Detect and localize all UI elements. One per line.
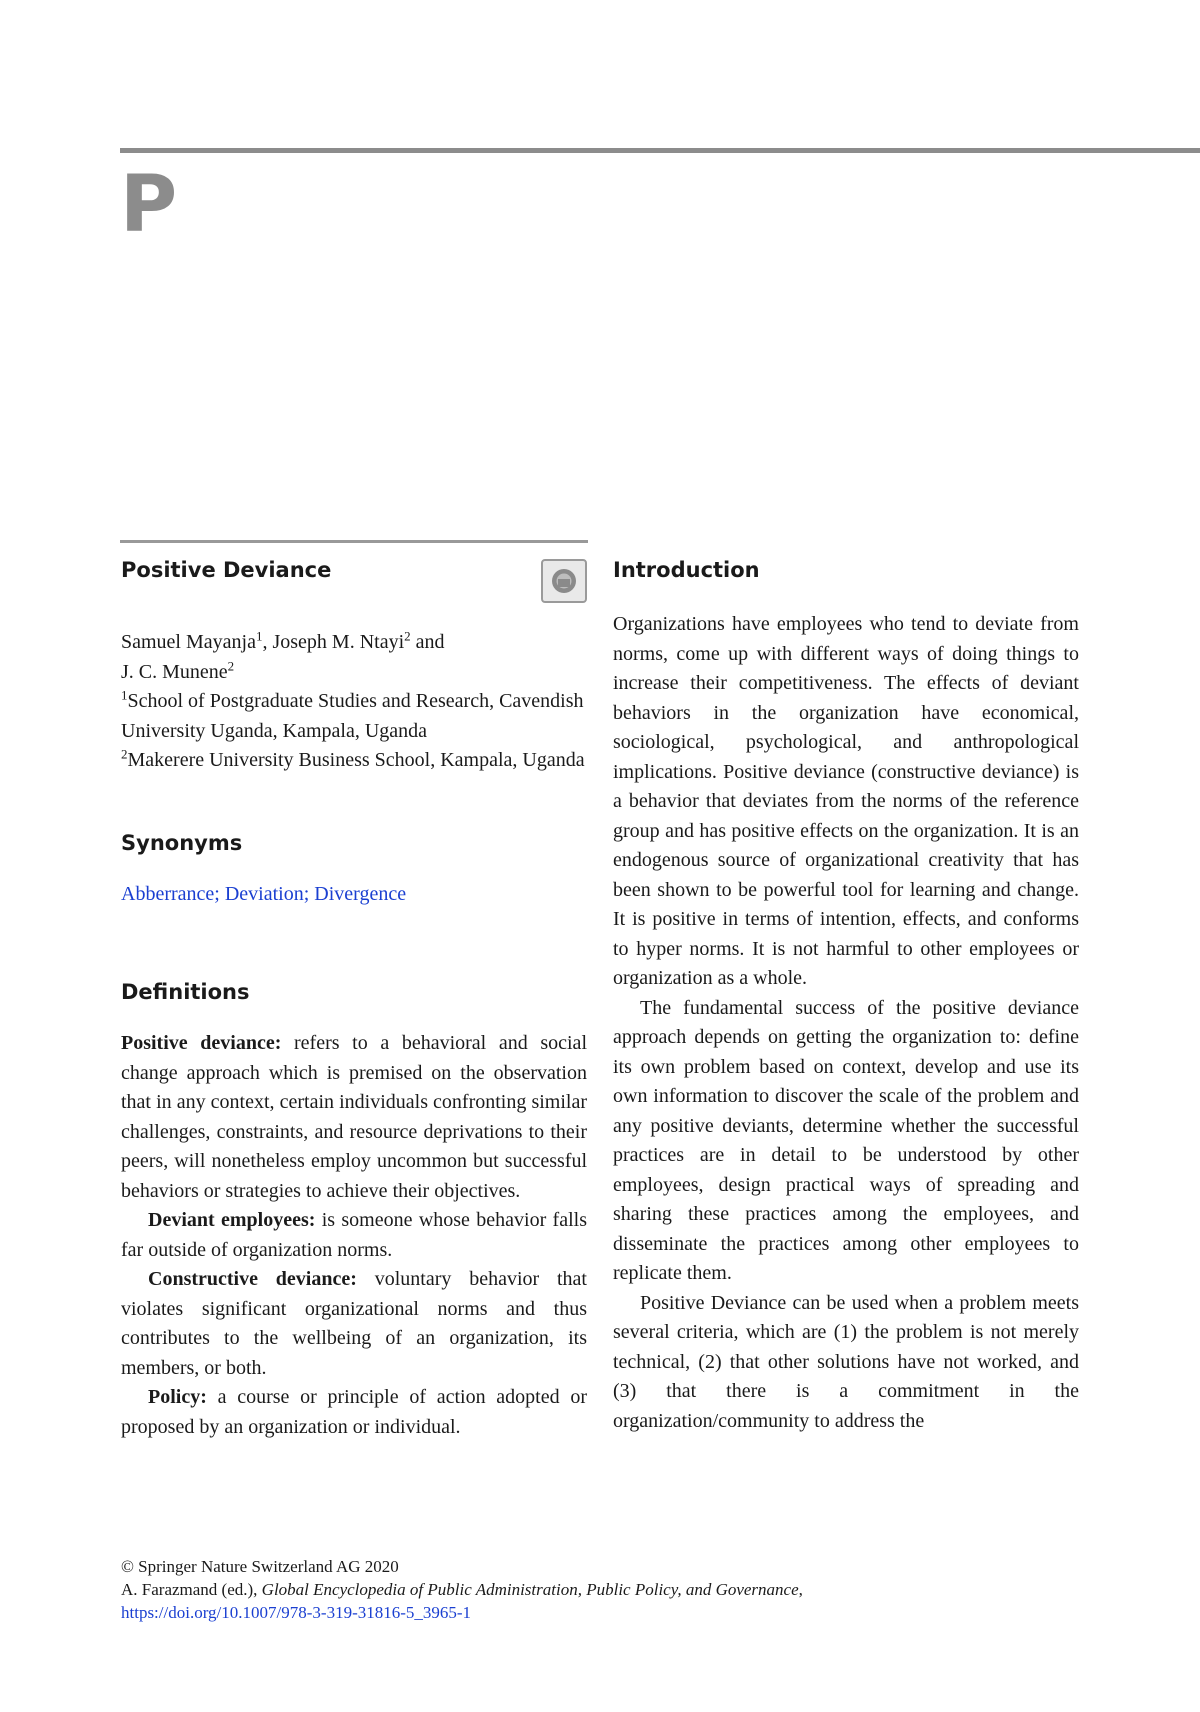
definition-term: Constructive deviance:: [148, 1268, 357, 1290]
synonym-link[interactable]: Abberrance: [121, 882, 215, 905]
author-name: J. C. Munene: [121, 660, 228, 683]
author-sup: 2: [404, 628, 411, 644]
authors-block: [121, 628, 587, 776]
title-row: [121, 553, 587, 603]
right-column: [613, 553, 1079, 1436]
definitions-heading: Definitions: [121, 980, 250, 1004]
author-line: Samuel Mayanja$^1$, Joseph M. Ntayi$^2$ and J. C. Munene$^2$: [121, 628, 445, 683]
synonym-link[interactable]: Divergence: [314, 882, 407, 905]
book-title: Global Encyclopedia of Public Administration, Public Policy, and Governance: [261, 1580, 799, 1599]
article-title-rule: [120, 540, 588, 543]
paragraph: The fundamental success of the positive deviance approach depends on getting the organization to: define its own problem based on context, develop and use its own information to discover the scale of the problem and any positive deviants, determine whether the successful practices are in detail to be understood by other employees, design practical ways of spreading and sharing these practices among the employees, and disseminate the practices among other employees to replicate them.: [613, 996, 1079, 1284]
page-footer: [121, 1555, 803, 1624]
affiliation: $^1$School of Postgraduate Studies and Research, Cavendish University Uganda, Kampala, Uganda: [121, 687, 584, 742]
synonym-link[interactable]: Deviation: [224, 882, 304, 905]
paragraph: Positive Deviance can be used when a problem meets several criteria, which are (1) the problem is not merely technical, (2) that other solutions have not worked, and (3) that there is a commitment in the organization/community to address the: [613, 1291, 1079, 1432]
crossmark-glyph-icon: [549, 566, 579, 596]
definition-term: Deviant employees:: [148, 1209, 316, 1231]
definition-item: Deviant employees: is someone whose behavior falls far outside of organization norms.: [121, 1209, 587, 1261]
left-column: [121, 553, 587, 1442]
section-letter: P: [120, 160, 178, 250]
paragraph: Organizations have employees who tend to deviate from norms, come up with different ways of doing things to increase their competitiveness. The effects of deviant behaviors in the organization have economical, sociological, psychological, and anthropological implications. Positive deviance (constructive deviance) is a behavior that deviates from the norms of the reference group and has positive effects on the organization. It is an endogenous source of organizational creativity that has been shown to be powerful tool for learning and change. It is positive in terms of intention, effects, and conforms to hyper norms. It is not harmful to other employees or organization as a whole.: [613, 613, 1079, 989]
definition-item: Positive deviance: refers to a behavioral and social change approach which is premised on the observation that in any context, certain individuals confronting similar challenges, constraints, and resource deprivations to their peers, will nonetheless employ uncommon but successful behaviors or strategies to achieve their objectives.: [121, 1032, 587, 1202]
introduction-heading: Introduction: [613, 558, 760, 582]
definition-item: Constructive deviance: voluntary behavior that violates significant organizational norms and thus contributes to the wellbeing of an organization, its members, or both.: [121, 1268, 587, 1379]
crossmark-icon[interactable]: [541, 559, 587, 603]
synonyms-list: Abberrance; Deviation; Divergence: [121, 882, 407, 905]
author-sup: 2: [227, 657, 235, 673]
synonyms-heading: Synonyms: [121, 830, 243, 855]
affiliation: $^2$Makerere University Business School, Kampala, Uganda: [121, 746, 585, 771]
citation-line: A. Farazmand (ed.), Global Encyclopedia of Public Administration, Public Policy, and Governance,: [121, 1580, 803, 1599]
copyright-line: © Springer Nature Switzerland AG 2020: [121, 1557, 399, 1576]
article-title: Positive Deviance: [121, 558, 332, 582]
definition-term: Positive deviance:: [121, 1032, 282, 1054]
definition-item: Policy: a course or principle of action adopted or proposed by an organization or individual.: [121, 1386, 587, 1438]
introduction-body: [613, 610, 1079, 1436]
author-sup: 1: [255, 628, 263, 644]
definitions-list: [121, 1029, 587, 1442]
author-name: Joseph M. Ntayi: [272, 631, 405, 653]
definition-term: Policy:: [148, 1386, 207, 1408]
doi-link[interactable]: https://doi.org/10.1007/978-3-319-31816-5_3965-1: [121, 1603, 472, 1622]
author-name: Samuel Mayanja: [121, 631, 256, 653]
top-rule: [120, 148, 1200, 153]
